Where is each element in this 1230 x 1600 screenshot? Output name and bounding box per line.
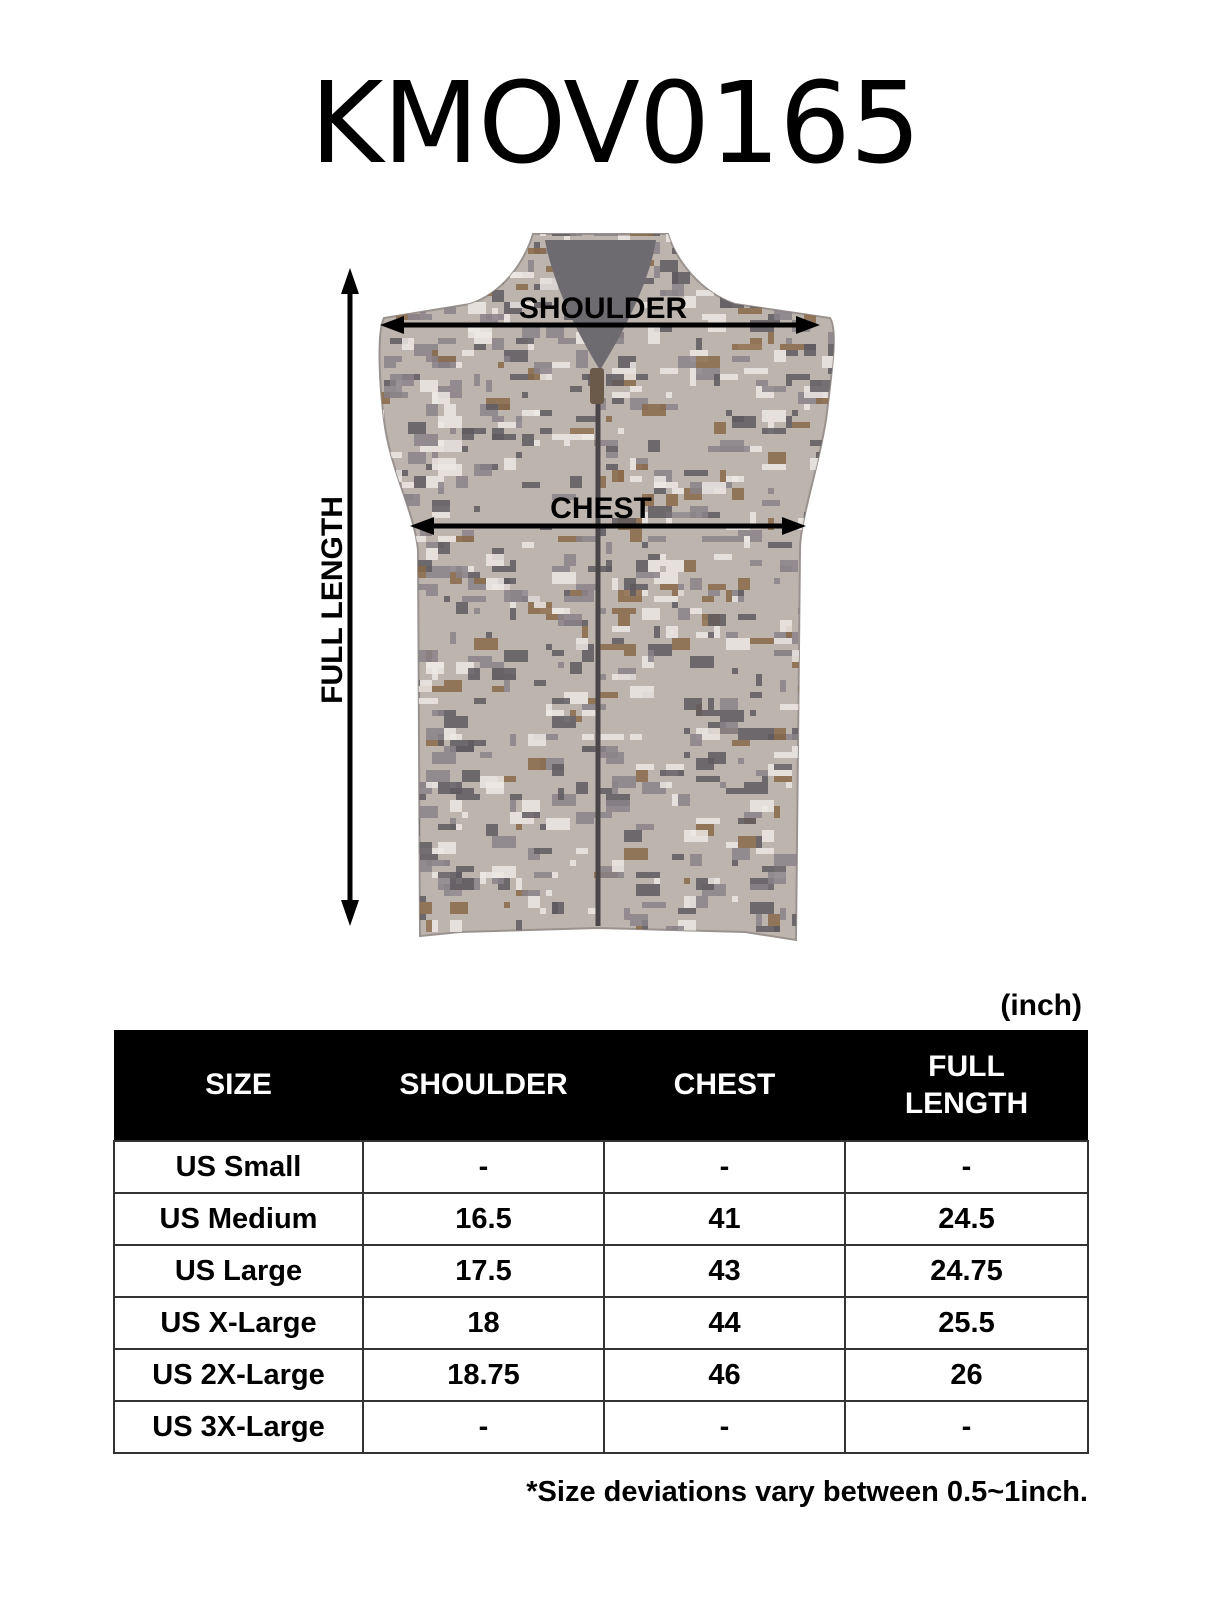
size-cell: US Large bbox=[114, 1245, 363, 1297]
length-cell: - bbox=[845, 1401, 1088, 1453]
chest-cell: 43 bbox=[604, 1245, 845, 1297]
zipper-pull bbox=[590, 368, 604, 404]
size-cell: US Medium bbox=[114, 1193, 363, 1245]
vest-measurement-diagram bbox=[0, 220, 1230, 960]
unit-label: (inch) bbox=[1000, 989, 1082, 1022]
shoulder-cell: - bbox=[363, 1401, 604, 1453]
size-deviation-note: *Size deviations vary between 0.5~1inch. bbox=[526, 1476, 1088, 1508]
length-cell: 24.5 bbox=[845, 1193, 1088, 1245]
camo-vest-image bbox=[378, 230, 852, 956]
table-row bbox=[114, 1245, 1088, 1297]
shoulder-cell: 17.5 bbox=[363, 1245, 604, 1297]
chest-cell: 41 bbox=[604, 1193, 845, 1245]
product-code-title: KMOV0165 bbox=[310, 59, 920, 189]
size-chart-table bbox=[113, 1030, 1089, 1454]
shoulder-cell: - bbox=[363, 1141, 604, 1193]
header-size: SIZE bbox=[114, 1030, 363, 1141]
size-cell: US 2X-Large bbox=[114, 1349, 363, 1401]
chest-cell: 44 bbox=[604, 1297, 845, 1349]
shoulder-cell: 16.5 bbox=[363, 1193, 604, 1245]
table-header-row bbox=[114, 1030, 1088, 1141]
full-length-label: FULL LENGTH bbox=[316, 496, 349, 704]
table-row bbox=[114, 1349, 1088, 1401]
size-cell: US X-Large bbox=[114, 1297, 363, 1349]
table-row bbox=[114, 1141, 1088, 1193]
table-row bbox=[114, 1297, 1088, 1349]
header-shoulder: SHOULDER bbox=[363, 1030, 604, 1141]
chest-cell: 46 bbox=[604, 1349, 845, 1401]
chest-label: CHEST bbox=[550, 492, 652, 525]
chest-cell: - bbox=[604, 1401, 845, 1453]
length-cell: 24.75 bbox=[845, 1245, 1088, 1297]
header-chest: CHEST bbox=[604, 1030, 845, 1141]
shoulder-label: SHOULDER bbox=[518, 292, 688, 325]
size-cell: US Small bbox=[114, 1141, 363, 1193]
size-cell: US 3X-Large bbox=[114, 1401, 363, 1453]
shoulder-cell: 18 bbox=[363, 1297, 604, 1349]
length-cell: 26 bbox=[845, 1349, 1088, 1401]
table-row bbox=[114, 1401, 1088, 1453]
length-cell: 25.5 bbox=[845, 1297, 1088, 1349]
header-full-length: FULL LENGTH bbox=[845, 1030, 1088, 1141]
table-row bbox=[114, 1193, 1088, 1245]
length-cell: - bbox=[845, 1141, 1088, 1193]
shoulder-cell: 18.75 bbox=[363, 1349, 604, 1401]
chest-cell: - bbox=[604, 1141, 845, 1193]
